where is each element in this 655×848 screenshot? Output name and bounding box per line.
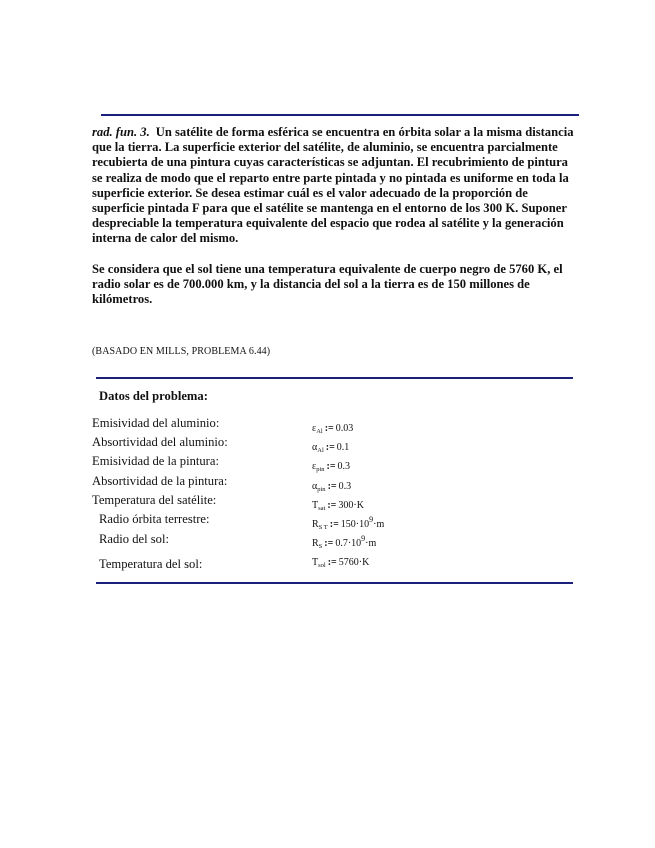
data-divider-bottom [96,582,573,584]
top-divider [101,114,579,116]
data-expression: $T_{sol}$ := 5760·K [312,557,370,569]
problem-label: rad. fun. 3. [92,125,150,139]
data-expression: $\alpha_{Al}$ := 0.1 [312,442,350,454]
data-expression: $\varepsilon_{pin}$ := 0.3 [312,461,351,473]
data-label: Absortividad de la pintura: [92,474,228,488]
data-label: Emisividad del aluminio: [92,416,220,430]
problem-assumptions: Se considera que el sol tiene una temperatura equivalente de cuerpo negro de 5760 K, el radio solar es de 700.000 km, y la distancia del sol a la tierra es de 150 millones de kilómetros. [92,262,563,307]
data-expression: $R_S$ := $0.7\cdot 10^9\cdot m$ [312,534,377,550]
data-expression: $\varepsilon_{Al}$ := 0.03 [312,423,354,435]
data-divider-top [96,377,573,379]
data-heading: Datos del problema: [99,389,208,403]
data-label: Temperatura del satélite: [92,493,217,507]
data-label: Radio del sol: [99,532,169,546]
source-reference: (BASADO EN MILLS, PROBLEMA 6.44) [92,346,271,357]
problem-statement [92,125,575,247]
data-label: Radio órbita terrestre: [99,512,210,526]
data-label: Absortividad del aluminio: [92,435,228,449]
problem-text: Un satélite de forma esférica se encuentra en órbita solar a la misma distancia que la tierra. La superficie exterior del satélite, de aluminio, se encuentra parcialmente recubierta de una pintura cuyas características se adjuntan. El recubrimiento de pintura se realiza de modo que el reparto entre parte pintada y no pintada es uniforme en toda la superficie exterior. Se desea estimar cuál es el valor adecuado de la proporción de superficie pintada F para que el satélite se mantenga en el entorno de los 300 K. Suponer despreciable la temperatura equivalente del espacio que rodea al satélite y la generación interna de calor del mismo. [92,125,574,246]
data-label: Temperatura del sol: [99,557,203,571]
data-expression: $\alpha_{pin}$ := 0.3 [312,481,352,493]
data-expression: $T_{sat}$ := 300·K [312,500,364,512]
data-expression: $R_{S T}$ := $150\cdot 10^9\cdot m$ [312,515,385,531]
data-label: Emisividad de la pintura: [92,454,219,468]
